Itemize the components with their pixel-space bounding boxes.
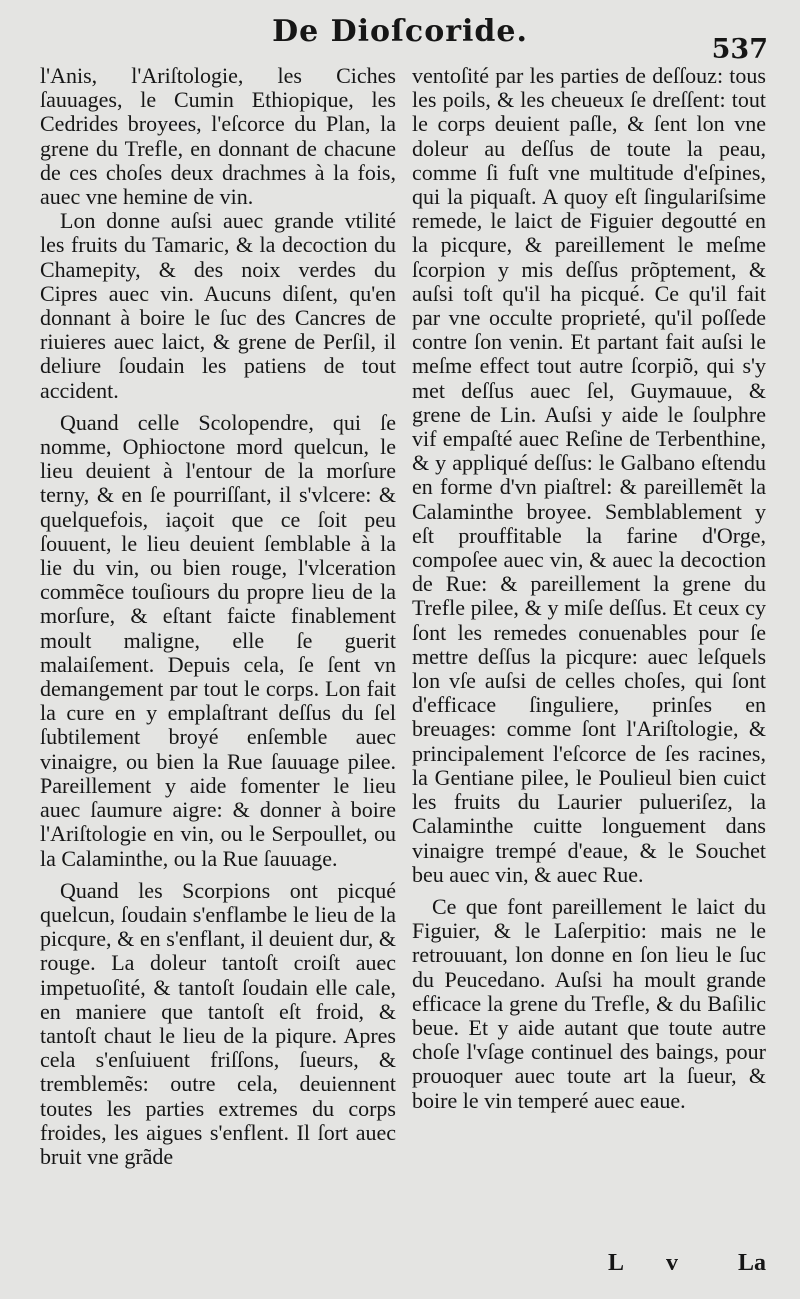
running-title: De Dioſcoride.	[272, 14, 528, 49]
paragraph: Lon donne auſsi auec grande vtilité les fruits du Tamaric, & la decoction du Chamepity, & des noix verdes du Cipres auec vin. Aucuns diſent, qu'en donnant à boire le ſuc des Cancres de riuieres auec laict, & grene de Perſil, il deliure ſoudain les patiens de tout accident.	[40, 208, 396, 403]
signature-mark: L	[608, 1250, 625, 1276]
paragraph: ventoſité par les parties de deſſouz: tous les poils, & les cheueux ſe dreſſent: tout le corps deuient paſle, & ſent lon vne doleur au deſſus de toute la peau, comme ſi fuſt vne multitude d'eſpines, qui la piquaſt. A quoy eſt ſingulariſsime remede, le laict de Figuier degoutté en la picqure, & pareillement le meſme ſcorpion y mis deſſus prõptement, & auſsi toſt qu'il ha picqué. Ce qu'il fait par vne occulte proprieté, qu'il poſſede contre ſon venin. Et partant fait auſsi le meſme effect tout autre ſcorpiõ, qui s'y met deſſus auec ſel, Guymauue, & grene de Lin. Auſsi y aide le ſoulphre vif empaſté auec Reſine de Terbenthine, & y appliqué deſſus: le Galbano eſtendu en forme d'vn piaſtrel: & pareillemẽt la Calaminthe broyee. Semblablement y eſt prouffitable la farine d'Orge, compoſee auec vin, & auec la decoction de Rue: & pareillement la grene du Trefle pilee, & y miſe deſſus. Et ceux cy ſont les remedes conuenables pour ſe mettre deſſus la picqure: auec leſquels lon vſe auſsi de celles choſes, qui ſont d'efficace ſinguliere, prinſes en breuages: comme ſont l'Ariſtologie, & principalement l'eſcorce de ſes racines, la Gentiane pilee, le Poulieul bien cuict les fruits du Laurier pulueriſez, la Calaminthe cuitte longuement dans vinaigre trempé d'eaue, & le Souchet beu auec vin, & auec Rue.	[412, 63, 766, 887]
page-number: 537	[711, 34, 768, 65]
right-column	[412, 64, 766, 1113]
paragraph: Ce que font pareillement le laict du Figuier, & le Laſerpitio: mais ne le retrouuant, lon donne en ſon lieu le ſuc du Peucedano. Auſsi ha moult grande efficace la grene du Trefle, & du Baſilic beue. Et y aide autant que toute autre choſe l'vſage continuel des baings, pour prouoquer auec toute art la ſueur, & boire le vin temperé auec eaue.	[412, 893, 766, 1113]
paragraph: l'Anis, l'Ariſtologie, les Ciches ſauuages, le Cumin Ethiopique, les Cedrides broyees, l'eſcorce du Plan, la grene du Trefle, en donnant de chacune de ces choſes deux drachmes à la fois, auec vne hemine de vin.	[40, 63, 396, 210]
left-column	[40, 64, 396, 1169]
signature-number: v	[666, 1250, 678, 1276]
catchword: La	[737, 1250, 766, 1276]
paragraph: Quand celle Scolopendre, qui ſe nomme, Ophioctone mord quelcun, le lieu deuient à l'entour de la morſure terny, & en ſe pourriſſant, il s'vlcere: & quelquefois, iaçoit que ce ſoit peu ſouuent, le lieu deuient ſemblable à la lie du vin, ou bien rouge, l'vlceration commẽce touſiours du propre lieu de la morſure, & eſtant faicte finablement moult maligne, elle ſe guerit malaiſement. Depuis cela, ſe ſent vn demangement par tout le corps. Lon fait la cure en y emplaſtrant deſſus du ſel ſubtilement broyé enſemble auec vinaigre, ou bien la Rue ſauuage pilee. Pareillement y aide fomenter le lieu auec ſaumure aigre: & donner à boire l'Ariſtologie en vin, ou le Serpoullet, ou la Calaminthe, ou la Rue ſauuage.	[40, 409, 396, 871]
paragraph: Quand les Scorpions ont picqué quelcun, ſoudain s'enflambe le lieu de la picqure, & en s'enflant, il deuient dur, & rouge. La doleur tantoſt croiſt auec impetuoſité, & tantoſt ſoudain elle cale, en maniere que tantoſt eſt froid, & tantoſt chaut le lieu de la piqure. Apres cela s'enſuiuent friſſons, ſueurs, & tremblemẽs: outre cela, deuiennent toutes les parties extremes du corps froides, les aigues s'enflent. Il ſort auec bruit vne grãde	[40, 877, 396, 1169]
